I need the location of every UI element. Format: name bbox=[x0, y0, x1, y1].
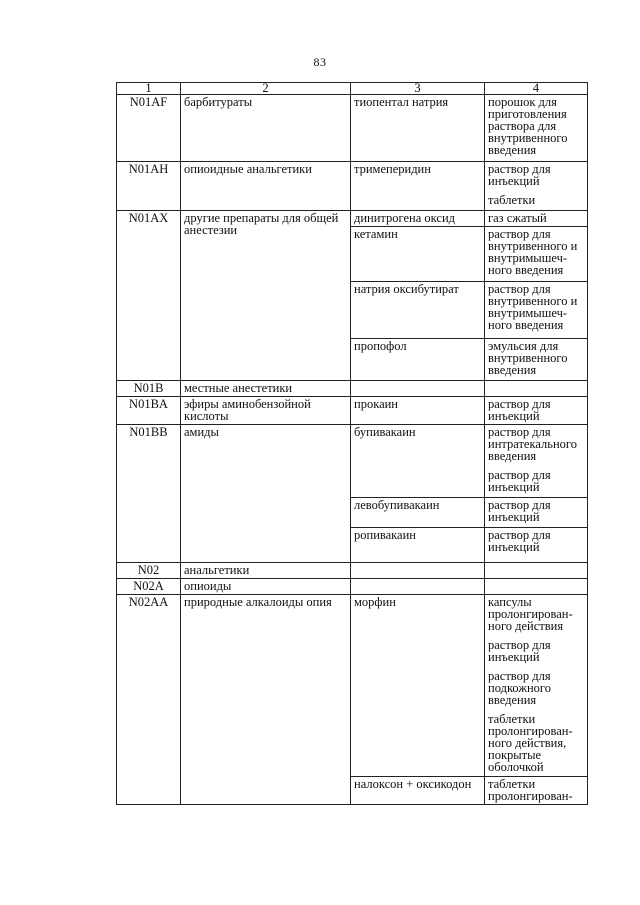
dosage-form-text: раствор для интратекального введения bbox=[488, 425, 577, 463]
table-row bbox=[117, 381, 588, 397]
column-header: 1 bbox=[117, 83, 181, 95]
dosage-form: газ сжатый bbox=[485, 211, 588, 227]
atc-code: N02 bbox=[117, 563, 181, 579]
atc-code: N01AX bbox=[117, 211, 181, 381]
dosage-form-text: раствор для инъекций bbox=[488, 162, 551, 188]
dosage-form: эмульсия для внутривенного введения bbox=[485, 339, 588, 381]
drug-name: ропивакаин bbox=[351, 528, 485, 563]
atc-code: N01AH bbox=[117, 162, 181, 211]
atc-code: N02A bbox=[117, 579, 181, 595]
drug-name: динитрогена оксид bbox=[351, 211, 485, 227]
atc-code: N01B bbox=[117, 381, 181, 397]
drug-name bbox=[351, 579, 485, 595]
drug-name: бупивакаин bbox=[351, 425, 485, 498]
dosage-form: раствор для инъекций bbox=[485, 528, 588, 563]
column-header: 2 bbox=[181, 83, 351, 95]
dosage-form bbox=[485, 579, 588, 595]
dosage-form-text: раствор для подкожного введения bbox=[488, 669, 551, 707]
dosage-form bbox=[485, 595, 588, 777]
table-row bbox=[117, 579, 588, 595]
dosage-form: порошок для приготовления раствора для внутривенного введения bbox=[485, 95, 588, 162]
table-row bbox=[117, 397, 588, 425]
dosage-form-text: раствор для инъекций bbox=[488, 468, 551, 494]
column-header: 4 bbox=[485, 83, 588, 95]
table-row bbox=[117, 211, 588, 227]
drug-name: натрия оксибутират bbox=[351, 282, 485, 339]
drug-name: налоксон + оксикодон bbox=[351, 777, 485, 805]
dosage-form-text: капсулы пролонгирован-ного действия bbox=[488, 595, 573, 633]
drug-name: морфин bbox=[351, 595, 485, 777]
dosage-form bbox=[485, 563, 588, 579]
drug-name: тиопентал натрия bbox=[351, 95, 485, 162]
group-name: эфиры аминобензойной кислоты bbox=[181, 397, 351, 425]
column-header: 3 bbox=[351, 83, 485, 95]
atc-code: N01AF bbox=[117, 95, 181, 162]
dosage-form bbox=[485, 425, 588, 498]
dosage-form-text: таблетки пролонгирован-ного действия, покрытые оболочкой bbox=[488, 712, 573, 774]
table-row bbox=[117, 595, 588, 777]
drug-name: прокаин bbox=[351, 397, 485, 425]
group-name: природные алкалоиды опия bbox=[181, 595, 351, 805]
atc-code: N01BA bbox=[117, 397, 181, 425]
atc-code: N01BB bbox=[117, 425, 181, 563]
drug-name: пропофол bbox=[351, 339, 485, 381]
table-row bbox=[117, 425, 588, 498]
group-name: амиды bbox=[181, 425, 351, 563]
table-row bbox=[117, 95, 588, 162]
group-name: анальгетики bbox=[181, 563, 351, 579]
page-number: 83 bbox=[313, 55, 327, 69]
table-header-row bbox=[117, 83, 588, 95]
group-name: другие препараты для общей анестезии bbox=[181, 211, 351, 381]
drug-name: кетамин bbox=[351, 227, 485, 282]
table-row bbox=[117, 563, 588, 579]
drug-name: левобупивакаин bbox=[351, 498, 485, 528]
group-name: опиоидные анальгетики bbox=[181, 162, 351, 211]
dosage-form: раствор для внутривенного и внутримышеч-ного введения bbox=[485, 227, 588, 282]
dosage-form: раствор для инъекций bbox=[485, 498, 588, 528]
dosage-form: раствор для внутривенного и внутримышеч-ного введения bbox=[485, 282, 588, 339]
drug-name: тримеперидин bbox=[351, 162, 485, 211]
dosage-form-text: раствор для инъекций bbox=[488, 638, 551, 664]
drug-name bbox=[351, 381, 485, 397]
drug-name bbox=[351, 563, 485, 579]
dosage-form: раствор для инъекций bbox=[485, 397, 588, 425]
dosage-form-text: таблетки bbox=[488, 193, 536, 207]
atc-code: N02AA bbox=[117, 595, 181, 805]
dosage-form bbox=[485, 162, 588, 211]
group-name: опиоиды bbox=[181, 579, 351, 595]
table-row bbox=[117, 162, 588, 211]
group-name: барбитураты bbox=[181, 95, 351, 162]
group-name: местные анестетики bbox=[181, 381, 351, 397]
dosage-form bbox=[485, 381, 588, 397]
dosage-form: таблетки пролонгирован- bbox=[485, 777, 588, 805]
drug-classification-table bbox=[116, 82, 588, 805]
